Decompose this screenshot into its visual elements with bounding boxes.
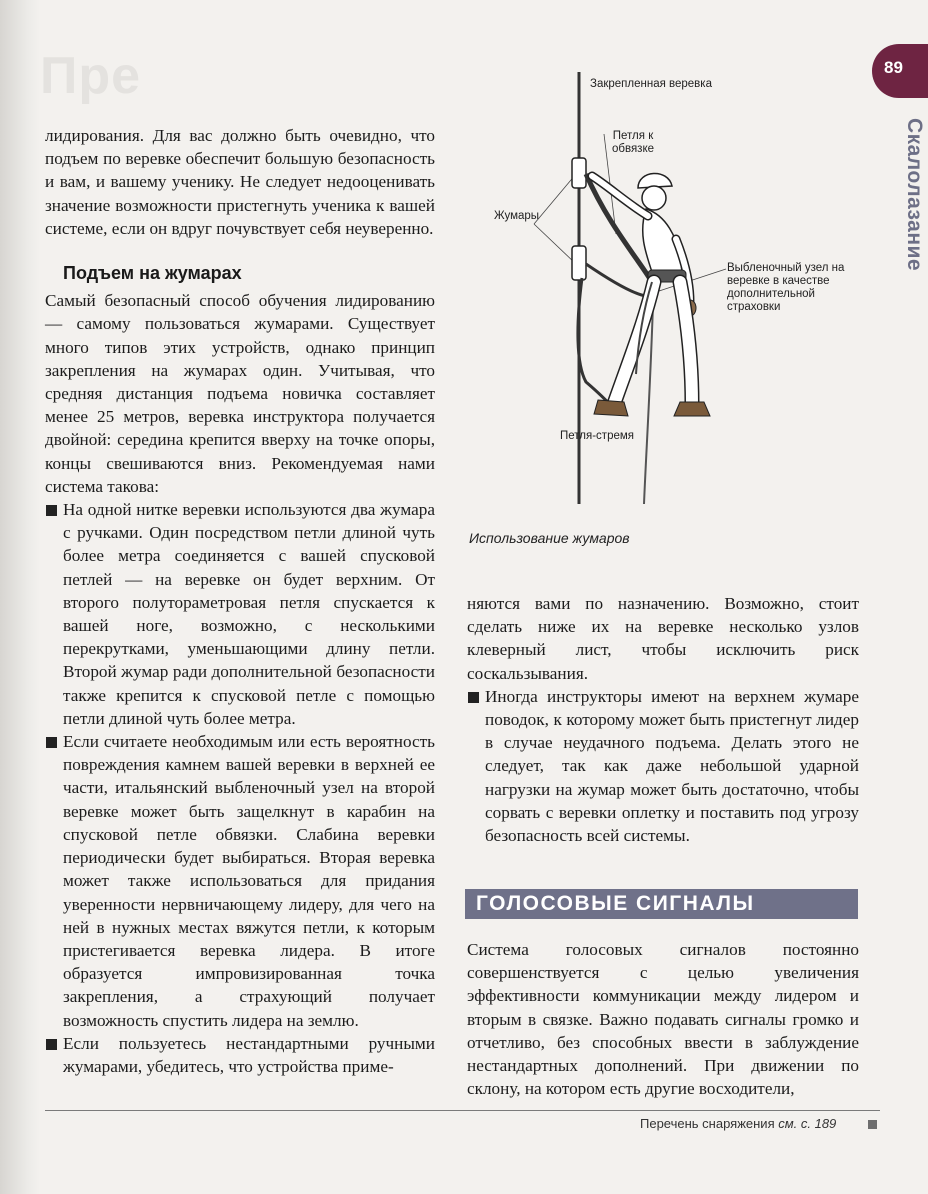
list-item <box>45 498 435 730</box>
right-column <box>467 592 859 847</box>
list-item-text: Иногда инструкторы имеют на верхнем жумаре поводок, к которому может быть пристегнут лидер в случае неудачного подъема. Делать этого не следует, так как даже небольшой ударной нагрузки на жумар может быть достаточно, чтобы сорвать с веревки оплетку и поставить под угрозу безопасность всей системы. <box>485 686 859 846</box>
bullet-square-icon <box>46 505 57 516</box>
bullet-square-icon <box>46 1039 57 1050</box>
intro-paragraph: лидирования. Для вас должно быть очевидно, что подъем по веревке обеспечит большую безопасность и вам, и вашему ученику. Не следует недооценивать значение возможности пристегнуть ученика к вашей системе, если он вдруг почувствует себя неуверенно. <box>45 126 435 238</box>
label-jumars: Жумары <box>494 210 540 222</box>
list-item <box>45 1032 435 1078</box>
figure-caption: Использование жумаров <box>469 530 630 546</box>
list-item <box>45 730 435 1032</box>
bullet-list <box>45 498 435 1078</box>
label-fixed-rope: Закрепленная веревка <box>590 78 712 90</box>
ghost-title: Пре <box>40 47 142 105</box>
continuation-paragraph: няются вами по назначению. Возможно, стоит сделать ниже их на веревке несколько узлов клеверный лист, чтобы исключить риск соскальзывания. <box>467 594 859 683</box>
jumar-illustration <box>468 64 868 534</box>
bullet-square-icon <box>468 692 479 703</box>
footer-rule <box>45 1110 880 1111</box>
list-item-text: Если считаете необходимым или есть вероятность повреждения камнем вашей веревки в верхней ее части, итальянский выбленочный узел на второй веревке может быть защелкнут в карабин на спусковой петле обвязки. Слабина веревки периодически будет выбираться. Вторая веревка может также использоваться для придания уверенности нервничающему лидеру, для чего на ней в нужных местах вяжутся петли, к которым пристегивается веревка лидера. В итоге образуется импровизированная точка закрепления, а страхующий получает возможность спустить лидера на землю. <box>63 732 435 1030</box>
section-title-voice-signals: ГОЛОСОВЫЕ СИГНАЛЫ <box>476 892 755 915</box>
list-item <box>467 685 859 847</box>
footer-page-ref: см. с. 189 <box>778 1116 837 1131</box>
left-column <box>45 124 435 1078</box>
page-number: 89 <box>884 58 903 77</box>
jumars-paragraph: Самый безопасный способ обучения лидированию — самому пользоваться жумарами. Существует много типов этих устройств, однако принцип закрепления на жумарах один. Учитывая, что средняя дистанция подъема новичка составляет менее 25 метров, веревка инструктора получается двойной: середина крепится вверху на точке опоры, концы свешиваются вниз. Рекомендуемая нами система такова: <box>45 291 435 496</box>
bullet-square-icon <box>46 737 57 748</box>
bullet-list <box>467 685 859 847</box>
list-item-text: На одной нитке веревки используются два жумара с ручками. Один посредством петли длиной чуть более метра соединяется с вашей спусковой петлей — на веревке он будет верхним. От второго полутораметровая петля спускается к вашей ноге, возможно, с несколькими перекрутками, уменьшающими длину петли. Второй жумар ради дополнительной безопасности также крепится к спусковой петле с помощью петли длиной чуть более метра. <box>63 500 435 728</box>
label-harness-loop: Петля к обвязке <box>611 130 655 155</box>
footer-square-icon <box>868 1120 877 1129</box>
voice-signals-column <box>467 938 859 1100</box>
label-foot-loop: Петля-стремя <box>560 430 635 442</box>
chapter-side-title: Скалолазание <box>903 118 926 272</box>
binding-gutter <box>0 0 40 1194</box>
section-heading-jumars: Подъем на жумарах <box>63 263 242 284</box>
footer-text: Перечень снаряжения <box>640 1116 775 1131</box>
voice-signals-paragraph: Система голосовых сигналов постоянно совершенствуется с целью увеличения эффективности коммуникации между лидером и вторым в связке. Важно подавать сигналы громко и отчетливо, без способных ввести в заблуждение нестандартных дополнений. При движении по склону, на котором есть другие восходители, <box>467 940 859 1099</box>
footer-reference <box>640 1116 836 1131</box>
label-clove-hitch: Выбленочный узел на веревке в качестве дополнительной страховки <box>727 262 845 313</box>
list-item-text: Если пользуетесь нестандартными ручными жумарами, убедитесь, что устройства приме- <box>63 1033 435 1076</box>
